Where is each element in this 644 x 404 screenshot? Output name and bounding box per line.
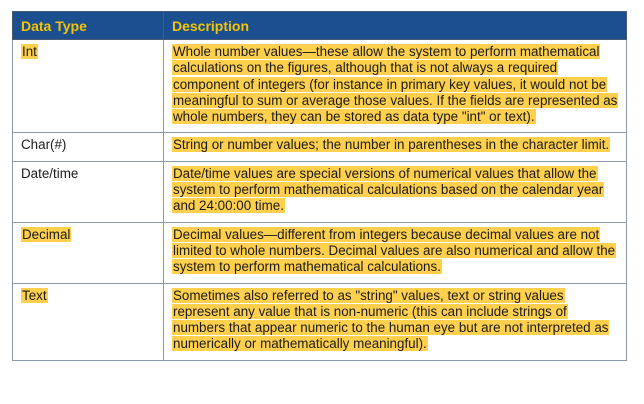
type-int: Int: [22, 44, 37, 59]
description-int: Whole number values—these allow the system to perform mathematical calculations on the figures, although that is not always a required component of integers (for instance in primary key values, it would not be meaningful to sum or average those values. If the fields are represented as whole numbers, they can be stored as data type "int" or text).: [173, 44, 618, 125]
table-row: [13, 161, 627, 222]
table-header-row: [13, 12, 627, 40]
header-description: Description: [164, 12, 627, 40]
description-char: String or number values; the number in parentheses in the character limit.: [173, 137, 610, 153]
table-row: [13, 222, 627, 283]
header-data-type: Data Type: [13, 12, 164, 40]
table-row: [13, 283, 627, 360]
description-text: Sometimes also referred to as "string" values, text or string values represent any value that is non-numeric (this can include strings of numbers that appear numeric to the human eye but are not interpreted as numerically or mathematically meaningful).: [173, 287, 609, 352]
type-decimal: Decimal: [22, 226, 71, 242]
description-cell: [164, 40, 627, 133]
table-row: [13, 40, 627, 133]
type-datetime: Date/time: [21, 165, 79, 181]
type-text: Text: [22, 287, 47, 303]
description-decimal: Decimal values—different from integers because decimal values are not limited to whole numbers. Decimal values are also numerical and allow the system to perform mathematical calculations.: [173, 226, 616, 275]
description-cell: [164, 222, 627, 283]
description-cell: [164, 161, 627, 222]
type-cell: [13, 283, 164, 360]
table-row: [13, 133, 627, 161]
type-cell: [13, 133, 164, 161]
type-char: Char(#): [21, 137, 67, 153]
data-types-table-container: [12, 11, 626, 361]
description-cell: [164, 283, 627, 360]
type-cell: [13, 40, 164, 133]
data-types-table: [12, 11, 627, 361]
description-cell: [164, 133, 627, 161]
type-cell: [13, 222, 164, 283]
type-cell: [13, 161, 164, 222]
description-datetime: Date/time values are special versions of numerical values that allow the system to perform mathematical calculations based on the calendar year and 24:00:00 time.: [173, 165, 604, 214]
